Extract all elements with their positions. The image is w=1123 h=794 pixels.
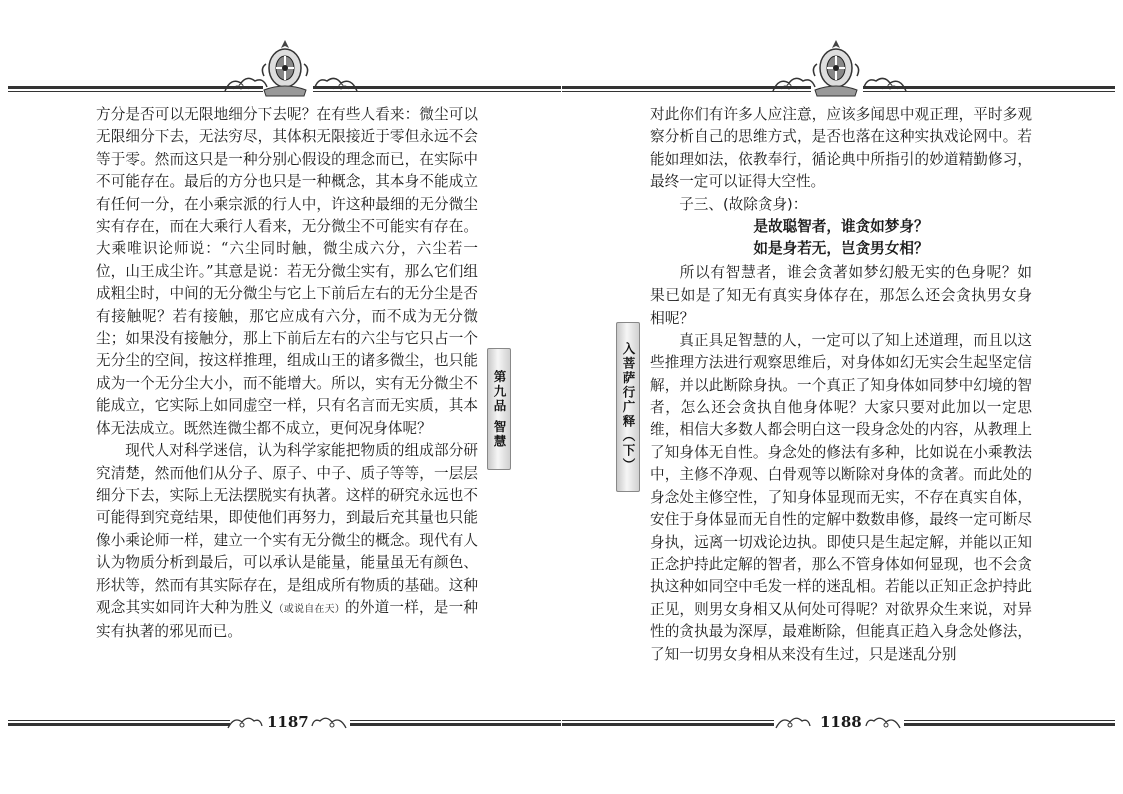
- inline-note: （或说自在天）: [273, 603, 346, 615]
- verse-line: 如是身若无，岂贪男女相？: [753, 240, 929, 258]
- paragraph: [96, 440, 478, 644]
- cloud-ornament-icon: [862, 73, 908, 95]
- paragraph-text: 现代人对科学迷信，认为科学家能把物质的组成部分研究清楚，然而他们从分子、原子、中子、质子等等，一层层细分下去，实际上无法摆脱实有执著。这样的研究永远也不可能得到究竟结果，即使他们再努力，到最后充其量也只能像小乘论师一样，建立一个实有无分微尘的概念。现代有人认为物质分析到最后，可以承认是能量，能量虽无有颜色、形状等，然而有其实际存在，是组成所有物质的基础。这种观念其实如同许大种为胜义: [96, 442, 478, 616]
- dharma-wheel-ornament-icon: [807, 38, 865, 98]
- cloud-ornament-icon: [310, 714, 348, 732]
- paragraph-closing: 的外道一样，是一种实有执著的邪见而已。: [96, 598, 478, 641]
- translation-paragraph: 所以有智慧者，谁会贪著如梦幻般无实的色身呢？如果已如是了知无有真实身体存在，那怎么还会贪执男女身相呢？: [650, 263, 1032, 327]
- footer-rule-right: [350, 720, 561, 727]
- book-side-tab: [616, 322, 640, 492]
- commentary-paragraph: 真正具足智慧的人，一定可以了知上述道理，而且以这些推理方法进行观察思维后，对身体如幻无实会生起坚定信解，并以此断除身执。一个真正了知身体如同梦中幻境的智者，怎么还会贪执自他身体呢？大家只要对此加以一定思维，相信大多数人都会明白这一段身念处的内容，从教理上了知身体无自性。身念处的修法有多种，比如说在小乘教法中，主修不净观、白骨观等以断除对身体的贪著。而此处的身念处主修空性，了知身体显现而无实，不存在真实自体，安住于身体显而无自性的定解中数数串修，最终一定可断尽身执，远离一切戏论边执。即使只是生起定解，并能以正知正念护持此定解的智者，那么不管身体如何显现，也不会贪执这种如同空中毛发一样的迷乱相。若能以正知正念护持此正见，则男女身相又从何处可得呢？对欲界众生来说，对异性的贪执最为深厚，最难断除，但能真正趋入身念处修法，了知一切男女身相从来没有生过，只是迷乱分别: [650, 331, 1032, 663]
- footer-rule-right: [904, 720, 1115, 727]
- cloud-ornament-icon: [226, 714, 264, 732]
- right-page: [562, 0, 1123, 794]
- section-heading: 子三、(故除贪身)：: [679, 195, 808, 213]
- chapter-side-tab: [487, 348, 511, 470]
- footer-rule-left: [562, 720, 774, 727]
- cloud-ornament-icon: [313, 73, 359, 95]
- paragraph: 对此你们有许多人应注意，应该多闻思中观正理，平时多观察分析自己的思维方式，是否也落在这种实执戏论网中。若能如理如法，依教奉行，循论典中所指引的妙道精勤修习，最终一定可以证得大空性。: [650, 106, 1032, 191]
- chapter-title: 第九品 智慧: [492, 369, 507, 449]
- left-body-text: [96, 104, 478, 644]
- page-number: 1188: [820, 713, 862, 731]
- book-title: 入菩萨行广释（下）: [621, 341, 636, 473]
- verse-line: 是故聪智者，谁贪如梦身？: [753, 218, 929, 236]
- cloud-ornament-icon: [774, 714, 812, 732]
- dharma-wheel-ornament-icon: [256, 38, 314, 98]
- right-body-text: [650, 104, 1032, 666]
- footer-rule-left: [8, 720, 230, 727]
- paragraph: 方分是否可以无限地细分下去呢？在有些人看来：微尘可以无限细分下去，无法穷尽，其体积无限接近于零但永远不会等于零。然而这只是一种分别心假设的理念而已，在实际中不可能存在。最后的方分也只是一种概念，其本身不能成立有任何一分，在小乘宗派的行人中，许这种最细的无分微尘实有存在，而在大乘行人看来，无分微尘不可能实有存在。大乘唯识论师说：“六尘同时触，微尘成六分，六尘若一位，山王成尘许。”其意是说：若无分微尘实有，那么它们组成粗尘时，中间的无分微尘与它上下前后左右的无分尘是否有接触呢？若有接触，那它应成有六分，而不成为无分微尘；如果没有接触分，那上下前后左右的六尘与它只占一个无分尘的空间，按这样推理，组成山王的诸多微尘，也只能成为一个无分尘大小，而不能增大。所以，实有无分微尘不能成立，它实际上如同虚空一样，只有名言而无实质，其本体无法成立。既然连微尘都不成立，更何况身体呢？: [96, 106, 478, 437]
- page-number: 1187: [267, 713, 309, 731]
- left-page: [0, 0, 561, 794]
- cloud-ornament-icon: [864, 714, 902, 732]
